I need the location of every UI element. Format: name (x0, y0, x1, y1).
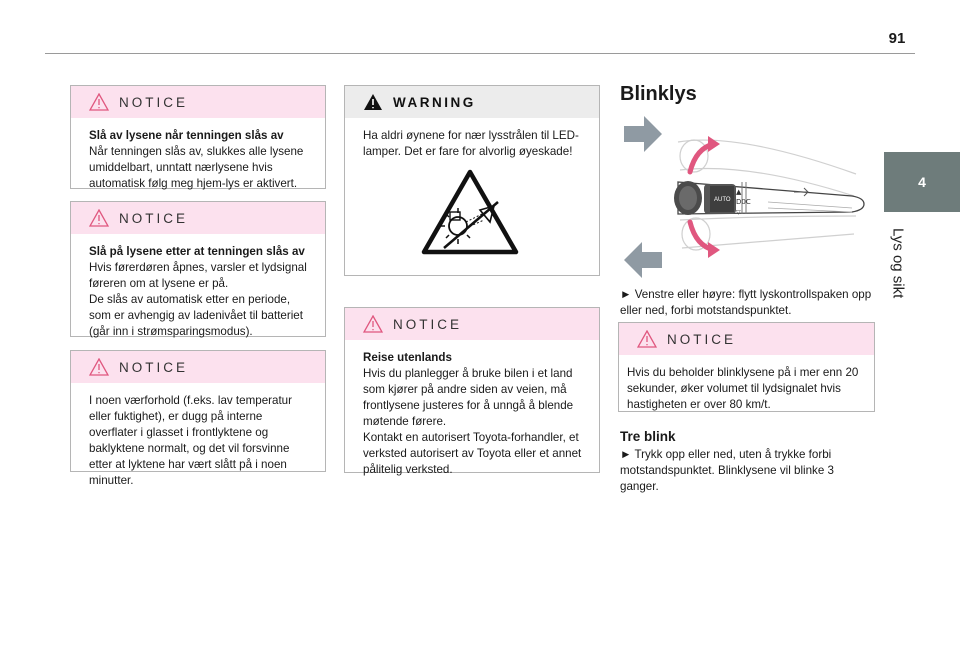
notice-box-lights-on (70, 201, 326, 337)
tre-blink-text: ► Trykk opp eller ned, uten å trykke forbi motstandspunktet. Blinklysene vil blinke 3 ganger. (620, 448, 834, 493)
warning-triangle-icon (89, 358, 109, 376)
section-title-tre-blink: Tre blink (620, 429, 676, 444)
warning-triangle-icon (89, 93, 109, 111)
warning-triangle-icon (637, 330, 657, 348)
chapter-tab[interactable]: 4 (884, 152, 960, 212)
notice-header (619, 323, 874, 355)
notice-text-2: Kontakt en autorisert Toyota-forhandler, et verksted autorisert av Toyota eller et annet pålitelig verksted. (363, 431, 582, 476)
notice-heading: Slå på lysene etter at tenningen slås av (89, 245, 305, 258)
notice-box-travel-abroad (344, 307, 600, 476)
warning-triangle-icon (363, 315, 383, 333)
notice-text: Hvis du planlegger å bruke bilen i et land som kjører på andre siden av veien, må frontlysene justeres for å unngå å blende møtende førere. (363, 367, 574, 428)
notice-box-condensation (70, 350, 326, 487)
warning-triangle-icon (89, 209, 109, 227)
notice-text: Hvis førerdøren åpnes, varsler et lydsignal føreren om at lysene er på. (89, 261, 307, 290)
chapter-title: Lys og sikt (889, 228, 907, 299)
notice-header (71, 202, 325, 234)
notice-label: NOTICE (119, 94, 189, 110)
section-title-blinklys: Blinklys (620, 83, 697, 105)
notice-label: NOTICE (667, 331, 737, 347)
warning-text: Ha aldri øynene for nær lysstrålen til LED-lamper. Det er fare for alvorlig øyeskade! (363, 129, 579, 158)
notice-box-lights-off (70, 85, 326, 189)
page-number: 91 (888, 30, 906, 47)
notice-header (71, 351, 325, 383)
turn-signal-stalk-illustration (618, 112, 876, 282)
notice-header (71, 86, 325, 118)
left-arrow-icon (624, 242, 662, 278)
notice-box-blinklys (618, 322, 875, 412)
notice-heading: Slå av lysene når tenningen slås av (89, 129, 284, 142)
notice-heading: Reise utenlands (363, 351, 452, 364)
svg-text:▽: ▽ (736, 209, 741, 216)
warning-label: WARNING (393, 94, 476, 110)
header-divider (45, 53, 915, 54)
notice-text: Hvis du beholder blinklysene på i mer enn 20 sekunder, øker volumet til lydsignalet hvis hastigheten er over 80 km/t. (627, 366, 859, 411)
notice-text-2: De slås av automatisk etter en periode, som er avhengig av ladenivået til batteriet (går inn i strømsparingsmodus). (89, 293, 303, 338)
notice-text: I noen værforhold (f.eks. lav temperatur eller fuktighet), er dugg på interne overflater i glasset i frontlyktene og baklyktene normalt, og det vil forsvinne etter at lyktene har vært slått på i noen minutter. (89, 394, 292, 487)
warning-triangle-filled-icon (363, 93, 383, 111)
svg-text:▲: ▲ (736, 188, 742, 196)
warning-header (345, 86, 599, 118)
notice-header (345, 308, 599, 340)
notice-label: NOTICE (119, 359, 189, 375)
notice-label: NOTICE (393, 316, 463, 332)
svg-text:D0C: D0C (736, 198, 751, 206)
led-eye-hazard-icon (420, 168, 520, 256)
notice-text: Når tenningen slås av, slukkes alle lysene umiddelbart, unntatt nærlysene hvis automatisk følg meg hjem-lys er aktivert. (89, 145, 304, 190)
auto-label: AUTO (714, 197, 731, 203)
right-arrow-icon (624, 116, 662, 152)
blinklys-instruction: ► Venstre eller høyre: flytt lyskontrollspaken opp eller ned, forbi motstandspunktet. (620, 288, 872, 317)
notice-label: NOTICE (119, 210, 189, 226)
